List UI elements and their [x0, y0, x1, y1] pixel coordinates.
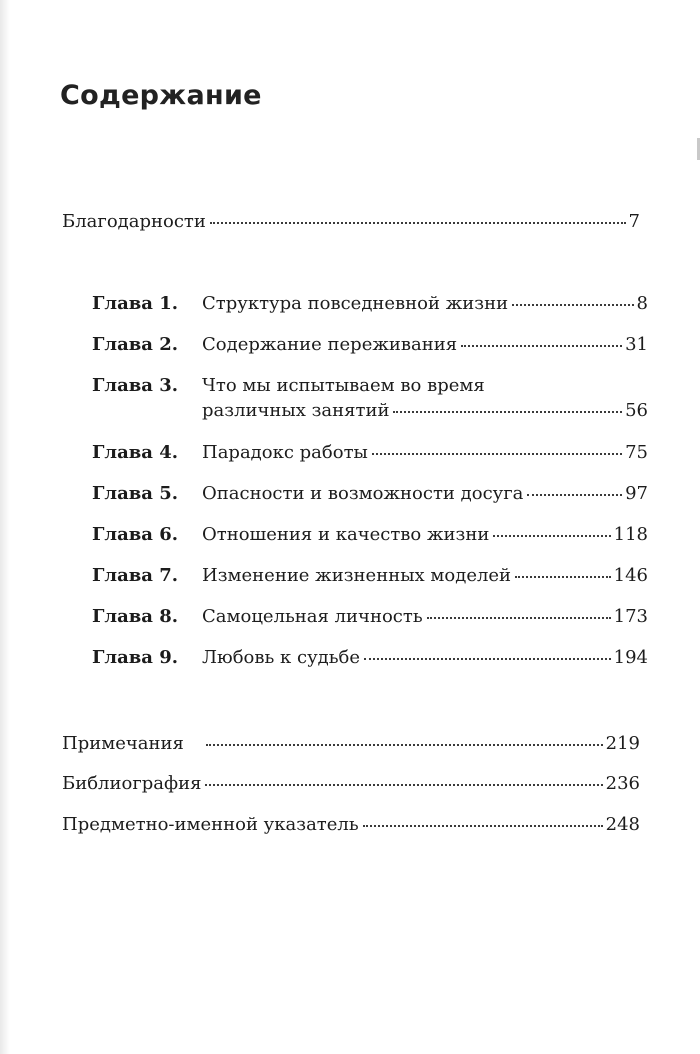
dot-leader	[364, 658, 611, 660]
toc-page-number: 118	[613, 524, 648, 545]
toc-chapter-5	[92, 485, 648, 503]
toc-page-number: 75	[625, 442, 648, 463]
chapter-title: Любовь к судьбе	[202, 647, 361, 668]
toc-chapter-1	[92, 295, 648, 313]
page-title: Содержание	[60, 80, 262, 111]
dot-leader	[515, 576, 611, 578]
dot-leader	[372, 453, 622, 455]
toc-entry-index	[62, 816, 640, 834]
chapter-label: Глава 5.	[92, 483, 179, 504]
chapter-title: Отношения и качество жизни	[202, 524, 490, 545]
toc-entry-title: Предметно-именной указатель	[62, 814, 359, 835]
chapter-title-block	[202, 377, 648, 420]
chapter-title-line-2: различных занятий	[202, 400, 390, 421]
dot-leader	[363, 825, 603, 827]
toc-chapter-2	[92, 336, 648, 354]
toc-page-number: 97	[625, 483, 648, 504]
dot-leader	[527, 494, 622, 496]
dot-leader	[205, 784, 602, 786]
chapter-label: Глава 1.	[92, 293, 179, 314]
chapter-title: Содержание переживания	[202, 334, 458, 355]
chapter-label: Глава 2.	[92, 334, 179, 355]
toc-page-number: 219	[605, 733, 640, 754]
page-margin-shadow	[0, 0, 10, 1054]
chapter-label: Глава 6.	[92, 524, 179, 545]
toc-page-number: 194	[613, 647, 648, 668]
toc-page-number: 248	[605, 814, 640, 835]
toc-entry-acknowledgements	[62, 213, 640, 231]
chapter-label: Глава 7.	[92, 565, 179, 586]
dot-leader	[393, 411, 622, 413]
chapter-title: Парадокс работы	[202, 442, 368, 463]
toc-entry-bibliography	[62, 775, 640, 793]
toc-chapter-9	[92, 649, 648, 667]
chapter-title: Структура повседневной жизни	[202, 293, 509, 314]
chapter-label: Глава 3.	[92, 375, 179, 396]
toc-entry-notes	[62, 735, 640, 753]
dot-leader	[461, 345, 622, 347]
chapter-title-line-1: Что мы испытываем во время	[202, 375, 485, 396]
toc-page-number: 236	[605, 773, 640, 794]
toc-entry-title: Благодарности	[62, 211, 206, 232]
dot-leader	[427, 617, 611, 619]
toc-page-number: 31	[625, 334, 648, 355]
chapter-title: Изменение жизненных моделей	[202, 565, 512, 586]
dot-leader	[210, 222, 626, 224]
toc-chapter-4	[92, 444, 648, 462]
toc-entry-title: Примечания	[62, 733, 184, 754]
toc-page-number: 146	[613, 565, 648, 586]
toc-page-number: 7	[628, 211, 640, 232]
chapter-label: Глава 9.	[92, 647, 179, 668]
chapter-label: Глава 4.	[92, 442, 179, 463]
toc-chapter-7	[92, 567, 648, 585]
chapter-title: Опасности и возможности досуга	[202, 483, 524, 504]
toc-chapter-6	[92, 526, 648, 544]
dot-leader	[493, 535, 610, 537]
toc-entry-title: Библиография	[62, 773, 202, 794]
chapter-title-line-2-row	[202, 402, 648, 420]
toc-page-number: 8	[636, 293, 648, 314]
toc-page-number: 56	[625, 400, 648, 421]
dot-leader	[206, 744, 603, 746]
toc-chapter-8	[92, 608, 648, 626]
toc-chapter-3	[92, 377, 648, 420]
toc-page-number: 173	[613, 606, 648, 627]
chapter-title: Самоцельная личность	[202, 606, 423, 627]
dot-leader	[512, 304, 633, 306]
chapter-label: Глава 8.	[92, 606, 179, 627]
